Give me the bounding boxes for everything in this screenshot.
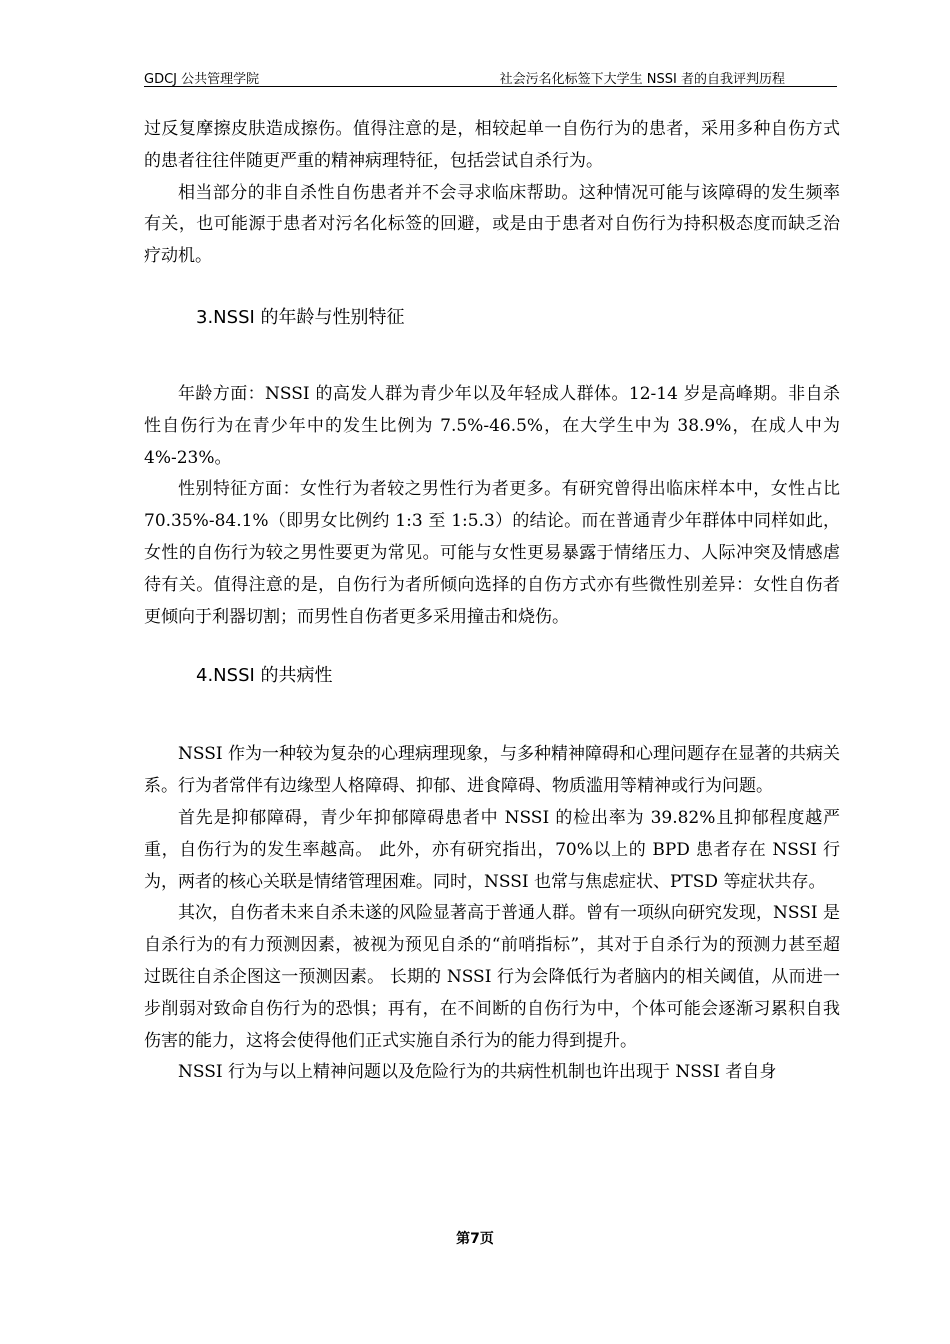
header-rule [144, 86, 837, 87]
paragraph: 首先是抑郁障碍，青少年抑郁障碍患者中 NSSI 的检出率为 39.82%且抑郁程度越严重，自伤行为的发生率越高。 此外，亦有研究指出，70%以上的 BPD 患者存在 NSSI 行为，两者的核心关联是情绪管理困难。同时，NSSI 也常与焦虑症状、PTSD 等症状共存。 [144, 807, 840, 892]
paragraph: 年龄方面：NSSI 的高发人群为青少年以及年轻成人群体。12-14 岁是高峰期。非自杀性自伤行为在青少年中的发生比例为 7.5%-46.5%，在大学生中为 38.9%，在成人中为 4%-23%。 [144, 383, 840, 468]
page-number: 第7页 [456, 1231, 494, 1247]
header-institution: GDCJ 公共管理学院 [144, 72, 260, 87]
paragraph: 其次，自伤者未来自杀未遂的风险显著高于普通人群。曾有一项纵向研究发现，NSSI 是自杀行为的有力预测因素，被视为预见自杀的“前哨指标”，其对于自杀行为的预测力甚至超过既往自杀企图这一预测因素。 长期的 NSSI 行为会降低行为者脑内的相关阈值，从而进一步削弱对致命自伤行为的恐惧；再有，在不间断的自伤行为中，个体可能会逐渐习累积自我伤害的能力，这将会使得他们正式实施自杀行为的能力得到提升。 [144, 903, 840, 1051]
body-text [144, 114, 840, 1089]
paragraph: 过反复摩擦皮肤造成擦伤。值得注意的是，相较起单一自伤行为的患者，采用多种自伤方式的患者往往伴随更严重的精神病理特征，包括尝试自杀行为。 [144, 119, 840, 171]
section-heading-comorbidity: 4.NSSI 的共病性 [196, 665, 333, 687]
section-heading-age-gender: 3.NSSI 的年龄与性别特征 [196, 306, 405, 328]
paragraph: NSSI 作为一种较为复杂的心理病理现象，与多种精神障碍和心理问题存在显著的共病关系。行为者常伴有边缘型人格障碍、抑郁、进食障碍、物质滥用等精神或行为问题。 [144, 744, 840, 797]
paragraph: 相当部分的非自杀性自伤患者并不会寻求临床帮助。这种情况可能与该障碍的发生频率有关，也可能源于患者对污名化标签的回避，或是由于患者对自伤行为持积极态度而缺乏治疗动机。 [144, 182, 840, 267]
page-header [144, 66, 837, 86]
header-title: 社会污名化标签下大学生 NSSI 者的自我评判历程 [499, 72, 785, 87]
paragraph: NSSI 行为与以上精神问题以及危险行为的共病性机制也许出现于 NSSI 者自身 [178, 1062, 777, 1083]
paragraph: 性别特征方面：女性行为者较之男性行为者更多。有研究曾得出临床样本中，女性占比 70.35%-84.1%（即男女比例约 1:3 至 1:5.3）的结论。而在普通青少年群体中同样如此，女性的自伤行为较之男性要更为常见。可能与女性更易暴露于情绪压力、人际冲突及情感虐待有关。值得注意的是，自伤行为者所倾向选择的自伤方式亦有些微性别差异：女性自伤者更倾向于利器切割；而男性自伤者更多采用撞击和烧伤。 [144, 479, 840, 627]
